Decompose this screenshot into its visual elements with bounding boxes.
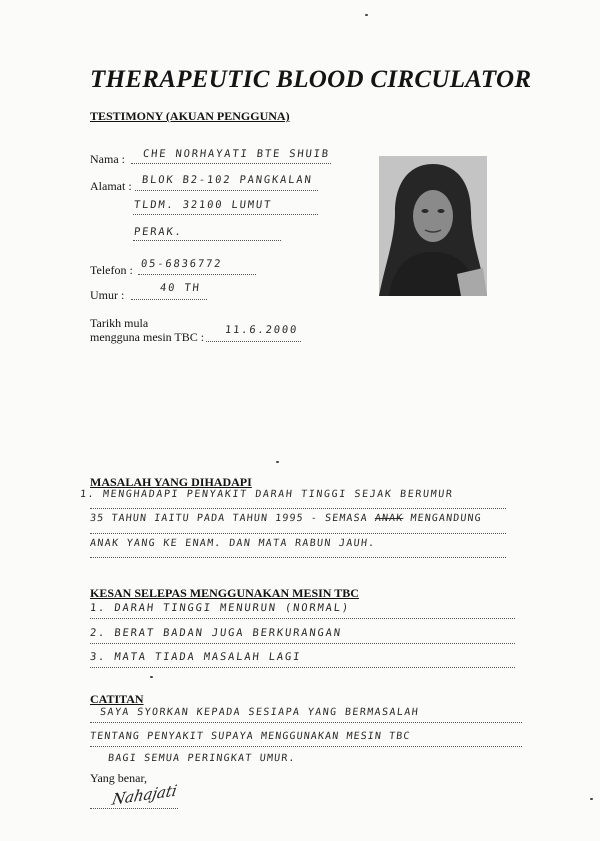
nama-value: CHE NORHAYATI BTE SHUIB [142, 148, 331, 160]
alamat-value-1: BLOK B2-102 PANGKALAN [141, 174, 314, 186]
kesan-rule-3 [90, 667, 515, 668]
document-subtitle: TESTIMONY (AKUAN PENGGUNA) [90, 109, 290, 123]
scan-speck [590, 798, 593, 800]
tarikh-label-2: mengguna mesin TBC : [90, 330, 205, 344]
telefon-line [138, 274, 256, 275]
tarikh-line [206, 341, 301, 342]
catitan-line-2: TENTANG PENYAKIT SUPAYA MENGGUNAKAN MESIN TBC [89, 731, 412, 742]
masalah-line-3: ANAK YANG KE ENAM. DAN MATA RABUN JAUH. [89, 538, 377, 549]
umur-line [131, 299, 207, 300]
masalah-rule-1 [90, 508, 506, 509]
umur-label: Umur : [90, 288, 125, 302]
scan-speck [150, 676, 153, 678]
kesan-rule-2 [90, 643, 515, 644]
signature: Nahajati [110, 781, 179, 809]
kesan-line-1: 1. DARAH TINGGI MENURUN (NORMAL) [89, 602, 351, 614]
kesan-heading: KESAN SELEPAS MENGGUNAKAN MESIN TBC [90, 586, 359, 600]
user-photo [379, 156, 487, 296]
catitan-line-3: BAGI SEMUA PERINGKAT UMUR. [107, 753, 297, 764]
document-title: THERAPEUTIC BLOOD CIRCULATOR [90, 66, 532, 93]
kesan-rule-1 [90, 618, 515, 619]
nama-line [131, 163, 331, 164]
closing-text: Yang benar, [90, 771, 147, 785]
alamat-line-3 [133, 240, 281, 241]
alamat-label: Alamat : [90, 179, 132, 193]
signature-line [90, 808, 178, 809]
masalah-heading: MASALAH YANG DIHADAPI [90, 475, 252, 489]
catitan-heading: CATITAN [90, 692, 144, 706]
nama-label: Nama : [90, 152, 125, 166]
scan-speck [365, 14, 368, 16]
alamat-value-2: TLDM. 32100 LUMUT [133, 199, 273, 211]
alamat-line-2 [133, 214, 318, 215]
alamat-line-1 [135, 190, 318, 191]
masalah-rule-2 [90, 533, 506, 534]
masalah-line-1: 1. MENGHADAPI PENYAKIT DARAH TINGGI SEJAK BERUMUR [79, 489, 454, 500]
masalah-rule-3 [90, 557, 506, 558]
telefon-label: Telefon : [90, 263, 133, 277]
telefon-value: 05-6836772 [140, 258, 223, 270]
umur-value: 40 TH [159, 282, 202, 294]
alamat-value-3: PERAK. [133, 226, 184, 238]
kesan-line-2: 2. BERAT BADAN JUGA BERKURANGAN [89, 627, 343, 639]
kesan-line-3: 3. MATA TIADA MASALAH LAGI [89, 651, 302, 663]
catitan-line-1: SAYA SYORKAN KEPADA SESIAPA YANG BERMASALAH [99, 707, 420, 718]
tarikh-label-1: Tarikh mula [90, 316, 149, 330]
catitan-rule-1 [90, 722, 522, 723]
masalah-line-2: 35 TAHUN IAITU PADA TAHUN 1995 - SEMASA ANAK MENGANDUNG [89, 513, 483, 524]
catitan-rule-2 [90, 746, 522, 747]
scan-speck [276, 461, 279, 463]
tarikh-value: 11.6.2000 [224, 324, 299, 336]
